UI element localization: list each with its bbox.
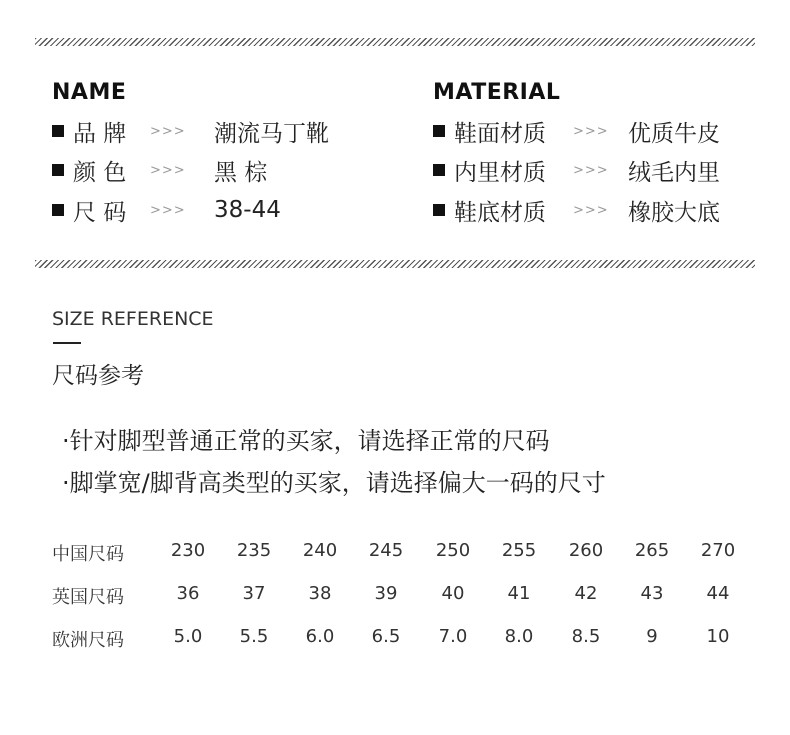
spec-label: 鞋底材质 [454, 199, 546, 226]
spec-value: 优质牛皮 [628, 120, 720, 147]
table-cell: 235 [236, 540, 272, 561]
table-cell: 7.0 [438, 626, 468, 647]
table-cell: 250 [435, 540, 471, 561]
table-cell: 5.0 [173, 626, 203, 647]
arrow-separator: >>> [573, 123, 609, 139]
table-cell: 40 [441, 583, 465, 604]
spec-value: 绒毛内里 [628, 159, 720, 186]
table-cell: 240 [302, 540, 338, 561]
table-cell: 265 [634, 540, 670, 561]
square-bullet-icon [52, 164, 64, 176]
square-bullet-icon [433, 164, 445, 176]
table-cell: 255 [501, 540, 537, 561]
table-cell: 8.5 [571, 626, 601, 647]
table-row-europe [52, 626, 752, 650]
spec-row-color [52, 156, 382, 184]
row-label: 英国尺码 [52, 587, 124, 608]
square-bullet-icon [52, 125, 64, 137]
middle-hatched-divider [35, 260, 755, 268]
table-cell: 44 [706, 583, 730, 604]
name-section-title: NAME [52, 80, 127, 105]
square-bullet-icon [52, 204, 64, 216]
square-bullet-icon [433, 125, 445, 137]
top-hatched-divider [35, 38, 755, 46]
arrow-separator: >>> [150, 123, 186, 139]
table-cell: 42 [574, 583, 598, 604]
spec-label: 内里材质 [454, 159, 546, 186]
table-cell: 9 [646, 626, 658, 647]
row-label: 欧洲尺码 [52, 630, 124, 651]
table-cell: 245 [368, 540, 404, 561]
table-cell: 37 [242, 583, 266, 604]
arrow-separator: >>> [150, 202, 186, 218]
spec-row-brand [52, 117, 382, 145]
arrow-separator: >>> [573, 202, 609, 218]
table-cell: 6.5 [371, 626, 401, 647]
table-cell: 38 [308, 583, 332, 604]
arrow-separator: >>> [150, 162, 186, 178]
spec-value: 橡胶大底 [628, 199, 720, 226]
material-section-title: MATERIAL [433, 80, 561, 105]
table-cell: 5.5 [239, 626, 269, 647]
table-cell: 10 [706, 626, 730, 647]
spec-label: 鞋面材质 [454, 120, 546, 147]
spec-row-sole-material [433, 196, 753, 224]
square-bullet-icon [433, 204, 445, 216]
spec-row-size [52, 196, 382, 224]
spec-row-lining-material [433, 156, 753, 184]
spec-value: 38-44 [214, 197, 281, 223]
table-cell: 270 [700, 540, 736, 561]
size-reference-title-cn: 尺码参考 [52, 363, 144, 389]
spec-value: 潮流马丁靴 [214, 120, 329, 147]
size-reference-title-en: SIZE REFERENCE [52, 308, 214, 330]
spec-label: 品 牌 [73, 120, 127, 147]
table-cell: 43 [640, 583, 664, 604]
table-cell: 260 [568, 540, 604, 561]
size-tip-wide: ·脚掌宽/脚背高类型的买家，请选择偏大一码的尺寸 [62, 469, 606, 497]
table-cell: 41 [507, 583, 531, 604]
table-cell: 8.0 [504, 626, 534, 647]
title-underline [53, 342, 81, 344]
table-row-china [52, 540, 752, 564]
spec-label: 尺 码 [73, 199, 127, 226]
table-row-uk [52, 583, 752, 607]
spec-row-upper-material [433, 117, 753, 145]
spec-label: 颜 色 [73, 159, 127, 186]
table-cell: 230 [170, 540, 206, 561]
table-cell: 6.0 [305, 626, 335, 647]
size-tip-normal: ·针对脚型普通正常的买家，请选择正常的尺码 [62, 427, 550, 455]
table-cell: 39 [374, 583, 398, 604]
spec-value: 黑 棕 [214, 159, 268, 186]
row-label: 中国尺码 [52, 544, 124, 565]
table-cell: 36 [176, 583, 200, 604]
arrow-separator: >>> [573, 162, 609, 178]
